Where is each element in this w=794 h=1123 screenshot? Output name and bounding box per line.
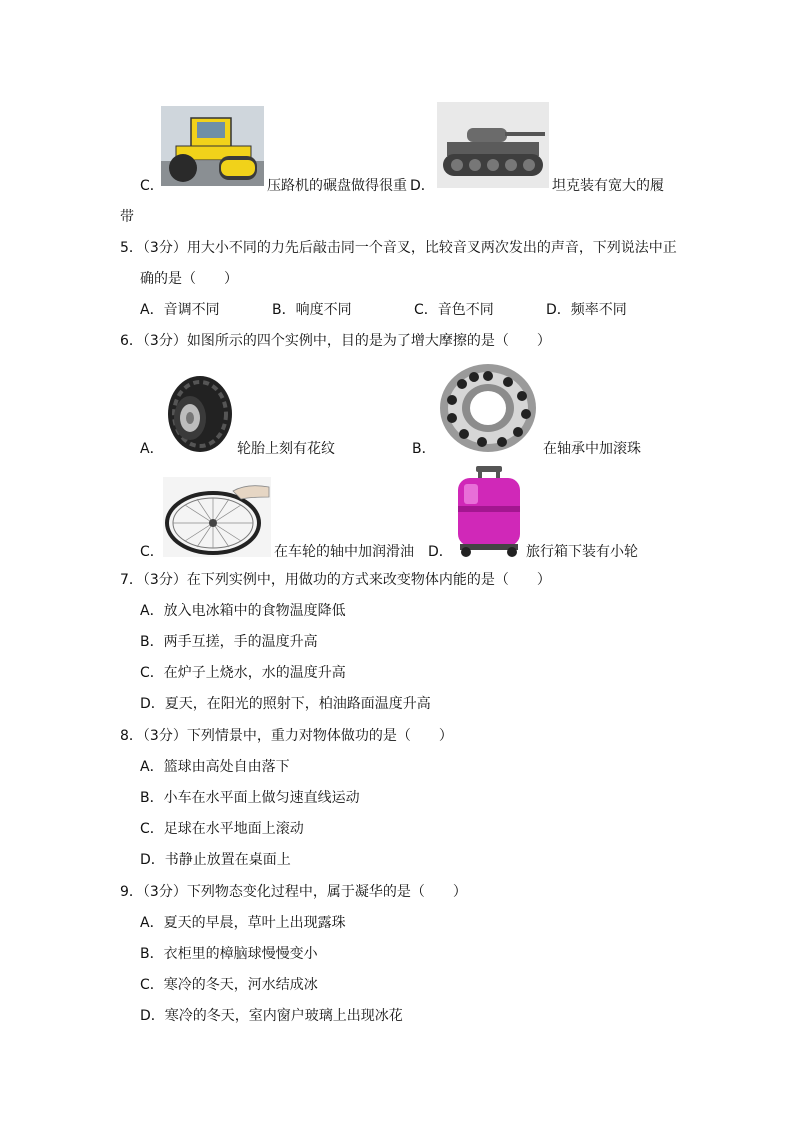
q7-option-c: C．在炉子上烧水，水的温度升高 <box>140 665 346 681</box>
q5-stem-line2: 确的是（ ） <box>140 271 238 287</box>
q4-option-c-text: 压路机的碾盘做得很重 <box>267 178 407 194</box>
q8-option-d: D．书静止放置在桌面上 <box>140 852 291 868</box>
q6-stem: 6．（3分）如图所示的四个实例中，目的是为了增大摩擦的是（ ） <box>120 333 551 349</box>
tank-image <box>437 102 549 188</box>
q5-stem-line1: 5．（3分）用大小不同的力先后敲击同一个音叉，比较音叉两次发出的声音，下列说法中正 <box>120 240 677 256</box>
bearing-image <box>436 360 540 456</box>
q4-option-c-label: C． <box>140 178 164 194</box>
q8-option-b: B．小车在水平面上做匀速直线运动 <box>140 790 360 806</box>
q6-option-c-label: C． <box>140 544 164 560</box>
q5-option-a: A．音调不同 <box>140 302 220 318</box>
q8-option-a: A．篮球由高处自由落下 <box>140 759 290 775</box>
q7-option-b: B．两手互搓，手的温度升高 <box>140 634 318 650</box>
q8-stem: 8．（3分）下列情景中，重力对物体做功的是（ ） <box>120 728 453 744</box>
q5-option-d: D．频率不同 <box>546 302 627 318</box>
q6-option-d-label: D． <box>428 544 453 560</box>
q9-option-c: C．寒冷的冬天，河水结成冰 <box>140 977 318 993</box>
q4-option-d-text-wrap: 带 <box>120 209 134 225</box>
q6-option-a-label: A． <box>140 441 164 457</box>
q6-option-b-label: B． <box>412 441 436 457</box>
q5-option-b: B．响度不同 <box>272 302 352 318</box>
suitcase-image <box>454 464 524 558</box>
road-roller-image <box>161 106 264 186</box>
q7-stem: 7．（3分）在下列实例中，用做功的方式来改变物体内能的是（ ） <box>120 572 551 588</box>
tire-image <box>160 373 234 455</box>
q6-option-d-text: 旅行箱下装有小轮 <box>526 544 638 560</box>
q5-option-c: C．音色不同 <box>414 302 494 318</box>
bicycle-wheel-image <box>163 477 271 557</box>
q4-option-d-text: 坦克装有宽大的履 <box>552 178 664 194</box>
q7-option-d: D．夏天，在阳光的照射下，柏油路面温度升高 <box>140 696 431 712</box>
q4-option-d-label: D． <box>410 178 435 194</box>
q9-option-b: B．衣柜里的樟脑球慢慢变小 <box>140 946 318 962</box>
q9-option-a: A．夏天的早晨，草叶上出现露珠 <box>140 915 346 931</box>
q7-option-a: A．放入电冰箱中的食物温度降低 <box>140 603 346 619</box>
q6-option-c-text: 在车轮的轴中加润滑油 <box>274 544 414 560</box>
q9-stem: 9．（3分）下列物态变化过程中，属于凝华的是（ ） <box>120 884 467 900</box>
q8-option-c: C．足球在水平地面上滚动 <box>140 821 304 837</box>
q6-option-a-text: 轮胎上刻有花纹 <box>237 441 335 457</box>
q6-option-b-text: 在轴承中加滚珠 <box>543 441 641 457</box>
q9-option-d: D．寒冷的冬天，室内窗户玻璃上出现冰花 <box>140 1008 403 1024</box>
